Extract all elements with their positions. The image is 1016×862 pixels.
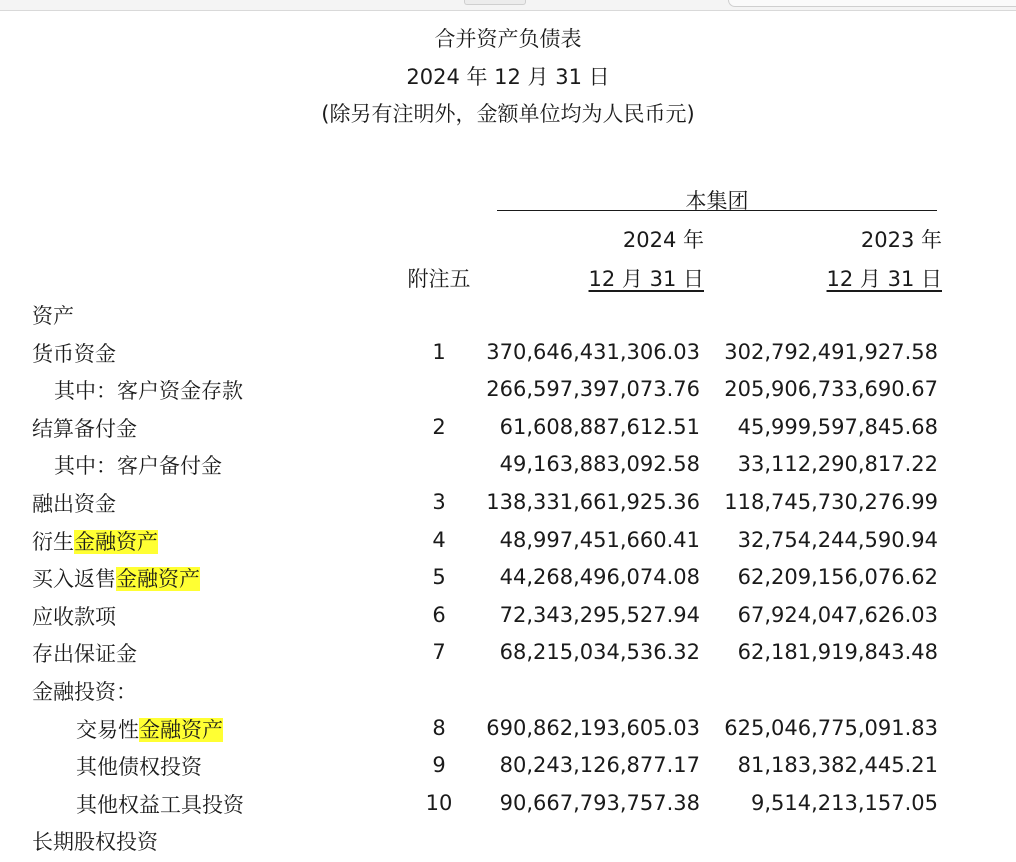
- table-row: [0, 375, 1016, 411]
- table-row: [0, 789, 1016, 825]
- table-row: [0, 450, 1016, 486]
- value-2023: 62,181,919,843.48: [737, 640, 938, 665]
- side-panel-edge: [728, 0, 1016, 7]
- table-row: [0, 413, 1016, 449]
- table-row: [0, 338, 1016, 374]
- col-2024-year: 2024 年: [622, 228, 704, 252]
- value-2024: 68,215,034,536.32: [499, 640, 700, 665]
- row-note: 5: [432, 565, 446, 590]
- value-2023: 67,924,047,626.03: [737, 602, 938, 627]
- table-row: [0, 638, 1016, 674]
- row-label-text: 存出保证金: [32, 642, 137, 667]
- unit-note: (除另有注明外，金额单位均为人民币元): [321, 102, 695, 126]
- row-label: [76, 714, 223, 744]
- table-row: [0, 676, 1016, 712]
- row-label: [32, 338, 116, 368]
- value-2023: 32,754,244,590.94: [737, 527, 938, 552]
- value-2023: 625,046,775,091.83: [724, 715, 938, 740]
- value-2024: 90,667,793,757.38: [499, 790, 700, 815]
- row-label-text: 长期股权投资: [32, 830, 158, 855]
- row-note: 10: [425, 790, 453, 815]
- row-label: [32, 413, 137, 443]
- browser-top-bar: [0, 0, 1016, 11]
- row-label: [32, 638, 137, 668]
- table-row: [0, 563, 1016, 599]
- value-2023: 118,745,730,276.99: [724, 490, 938, 514]
- row-label-text: 应收款项: [32, 604, 116, 629]
- value-2024: 49,163,883,092.58: [499, 452, 700, 477]
- table-row: [0, 826, 1016, 862]
- value-2023: 33,112,290,817.22: [737, 452, 938, 477]
- value-2024: 44,268,496,074.08: [499, 565, 700, 590]
- row-label-text: 融出资金: [32, 492, 116, 516]
- statement-date: 2024 年 12 月 31 日: [406, 65, 610, 89]
- value-2023: 302,792,491,927.58: [724, 339, 938, 364]
- row-label-text: 衍生: [32, 529, 74, 554]
- statement-title: 合并资产负债表: [434, 27, 582, 51]
- row-label: [54, 375, 243, 405]
- value-2023: 9,514,213,157.05: [750, 790, 938, 815]
- table-row: [0, 488, 1016, 524]
- table-row: [0, 300, 1016, 336]
- row-label-text: 结算备付金: [32, 416, 137, 441]
- row-label: [32, 826, 158, 856]
- value-2023: 62,209,156,076.62: [737, 565, 938, 590]
- table-row: [0, 714, 1016, 750]
- value-2024: 48,997,451,660.41: [499, 527, 700, 552]
- row-label-text: 金融投资：: [32, 680, 137, 704]
- col-2024-date: 12 月 31 日: [588, 267, 704, 291]
- value-2024: 138,331,661,925.36: [486, 490, 700, 514]
- row-note: 3: [432, 490, 446, 514]
- row-note: 4: [432, 527, 446, 552]
- row-label-text: 货币资金: [32, 341, 116, 366]
- value-2024: 266,597,397,073.76: [486, 377, 700, 402]
- search-highlight: 金融资产: [139, 717, 223, 742]
- row-note: 6: [432, 602, 446, 627]
- col-2023-year: 2023 年: [860, 228, 942, 252]
- row-label: [32, 676, 137, 706]
- row-note: 8: [432, 715, 446, 740]
- value-2024: 370,646,431,306.03: [486, 339, 700, 364]
- group-header-rule: [497, 210, 937, 211]
- row-label: [76, 751, 202, 781]
- row-note: 1: [432, 339, 446, 364]
- row-label: [32, 526, 158, 556]
- row-label-text: 其他权益工具投资: [76, 792, 244, 817]
- value-2024: 80,243,126,877.17: [499, 753, 700, 778]
- row-label: [32, 601, 116, 631]
- row-label-text: 其中：客户备付金: [54, 454, 222, 479]
- value-2024: 72,343,295,527.94: [499, 602, 700, 627]
- search-highlight: 金融资产: [116, 567, 200, 592]
- row-note: 9: [432, 753, 446, 778]
- col-note-header: 附注五: [407, 267, 471, 291]
- value-2023: 81,183,382,445.21: [737, 753, 938, 778]
- value-2024: 61,608,887,612.51: [499, 414, 700, 439]
- col-2023-date: 12 月 31 日: [826, 267, 942, 291]
- row-note: 7: [432, 640, 446, 665]
- group-header: 本集团: [685, 189, 749, 213]
- value-2023: 45,999,597,845.68: [737, 414, 938, 439]
- row-label-text: 其中：客户资金存款: [54, 379, 243, 404]
- table-row: [0, 526, 1016, 562]
- row-label: [32, 563, 200, 593]
- row-label-text: 交易性: [76, 717, 139, 742]
- row-label-text: 其他债权投资: [76, 755, 202, 780]
- table-row: [0, 601, 1016, 637]
- value-2023: 205,906,733,690.67: [724, 377, 938, 402]
- row-label: [54, 450, 222, 480]
- row-label: [32, 300, 74, 330]
- row-label-text: 买入返售: [32, 567, 116, 592]
- row-label-text: 资产: [32, 304, 74, 328]
- search-highlight: 金融资产: [74, 529, 158, 554]
- row-label: [32, 488, 116, 518]
- row-note: 2: [432, 414, 446, 439]
- row-label: [76, 789, 244, 819]
- toolbar-tab[interactable]: [464, 0, 526, 5]
- table-row: [0, 751, 1016, 787]
- value-2024: 690,862,193,605.03: [486, 715, 700, 740]
